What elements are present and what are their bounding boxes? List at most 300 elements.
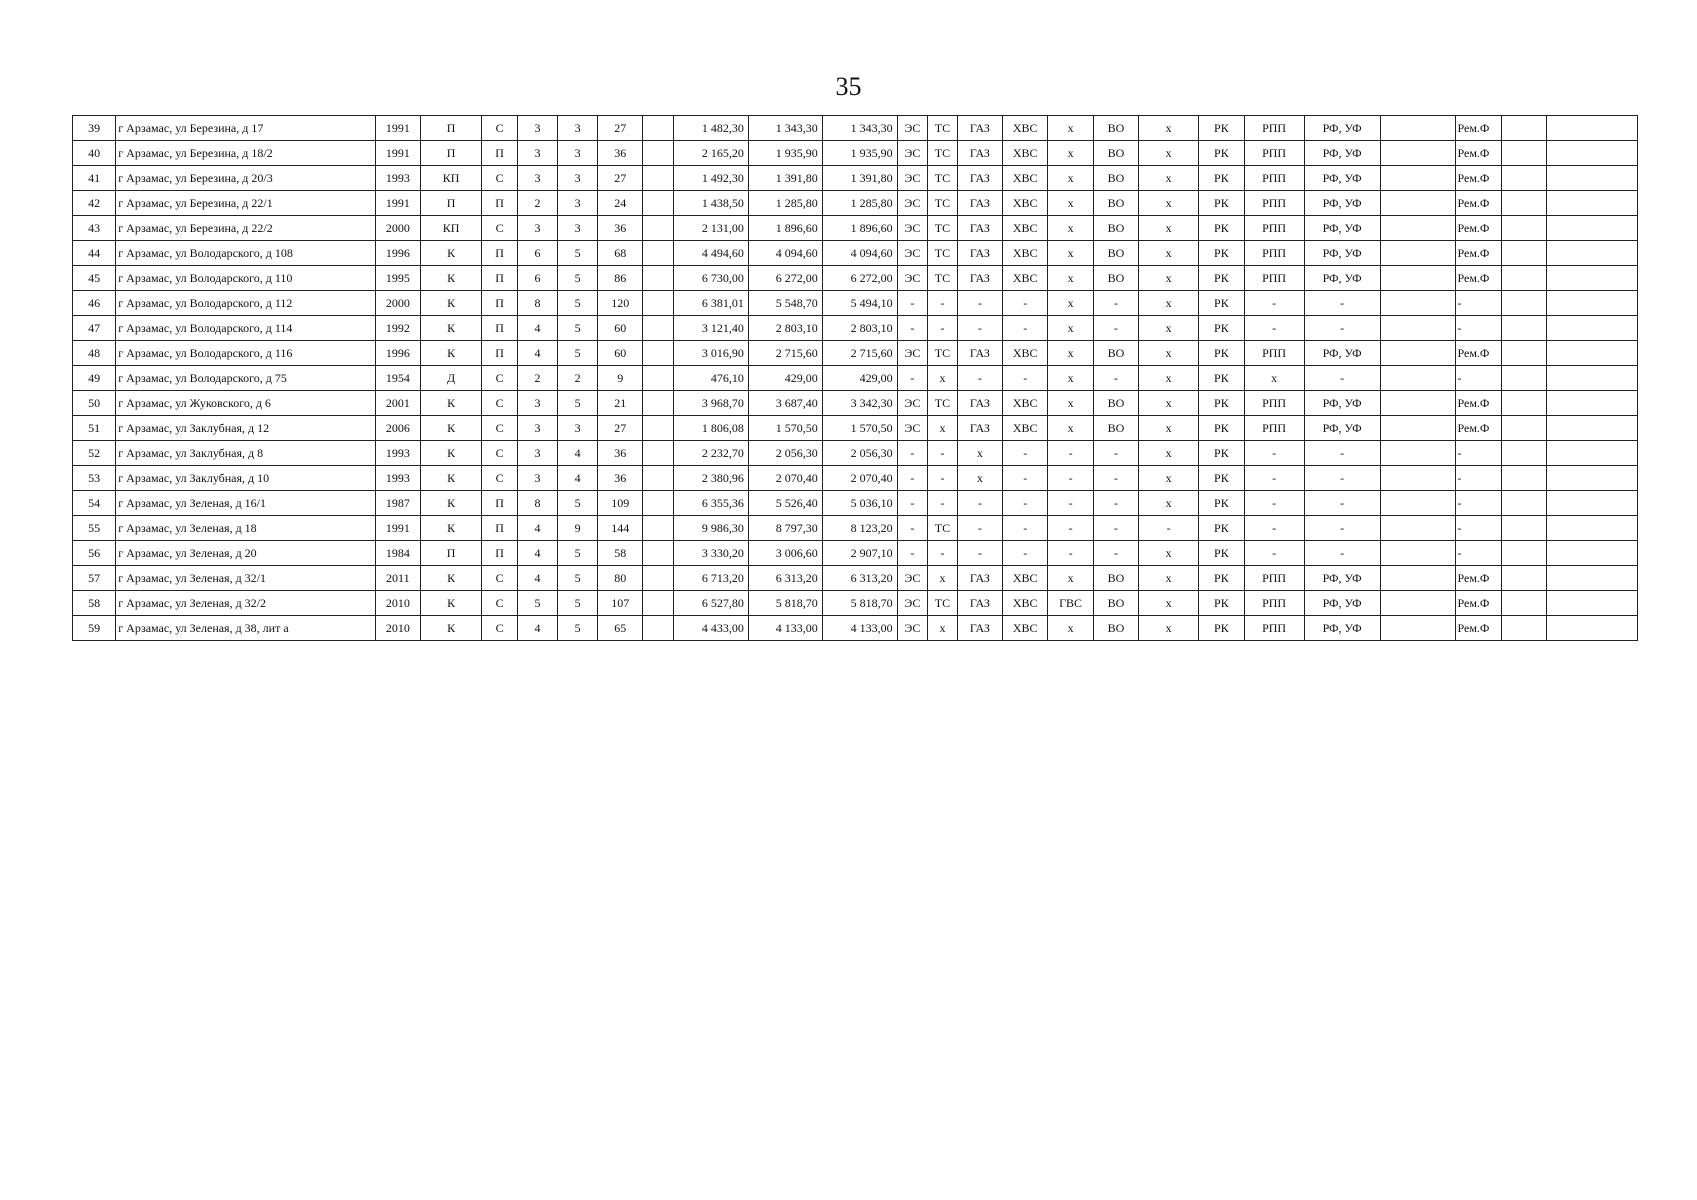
cell-reserved-4 [1547,216,1638,241]
cell-reserved-1 [643,141,674,166]
cell-reserved-2 [1380,216,1456,241]
cell-wall-material: К [421,616,482,641]
cell-reserved-1 [643,391,674,416]
cell-row-number: 49 [73,366,116,391]
cell-drainage: ВО [1093,391,1138,416]
cell-other-1: х [1139,141,1199,166]
cell-apartments-count: 60 [598,341,643,366]
cell-wall-material: П [421,541,482,566]
cell-reserved-3 [1501,116,1546,141]
cell-row-number: 39 [73,116,116,141]
cell-drainage: - [1093,541,1138,566]
cell-apartments-count: 68 [598,241,643,266]
cell-hot-water: - [1048,441,1093,466]
cell-wall-material: К [421,391,482,416]
cell-gas: ГАЗ [957,241,1002,266]
cell-apartments-count: 36 [598,466,643,491]
cell-living-area: 8 797,30 [748,516,822,541]
cell-category: П [482,516,518,541]
cell-address: г Арзамас, ул Березина, д 20/3 [116,166,375,191]
cell-drainage: ВО [1093,266,1138,291]
table-row [73,516,1638,541]
cell-gas: - [957,366,1002,391]
cell-reserved-3 [1501,141,1546,166]
cell-row-number: 41 [73,166,116,191]
cell-living-area: 6 313,20 [748,566,822,591]
cell-reserved-4 [1547,341,1638,366]
cell-reserved-3 [1501,591,1546,616]
cell-reserved-2 [1380,616,1456,641]
cell-gas: ГАЗ [957,141,1002,166]
cell-hot-water: х [1048,116,1093,141]
cell-year-built: 2006 [375,416,420,441]
cell-apartments-count: 65 [598,616,643,641]
cell-heating: - [928,491,958,516]
cell-gas: х [957,441,1002,466]
cell-foundation-repair: - [1304,516,1380,541]
cell-address: г Арзамас, ул Зеленая, д 18 [116,516,375,541]
cell-heating: х [928,416,958,441]
cell-living-area: 1 935,90 [748,141,822,166]
cell-repair-fund: Рем.Ф [1456,241,1501,266]
cell-address: г Арзамас, ул Зеленая, д 32/2 [116,591,375,616]
cell-reserved-4 [1547,616,1638,641]
cell-total-area: 6 527,80 [674,591,749,616]
cell-other-1: х [1139,491,1199,516]
cell-hot-water: х [1048,366,1093,391]
cell-hot-water: - [1048,541,1093,566]
table-row [73,216,1638,241]
cell-apartments-area: 6 272,00 [822,266,897,291]
cell-apartments-count: 24 [598,191,643,216]
cell-reserved-3 [1501,466,1546,491]
cell-entrances-count: 3 [558,191,598,216]
cell-repair-fund: Рем.Ф [1456,391,1501,416]
cell-reserved-3 [1501,341,1546,366]
cell-drainage: - [1093,466,1138,491]
cell-address: г Арзамас, ул Зеленая, д 20 [116,541,375,566]
cell-address: г Арзамас, ул Володарского, д 110 [116,266,375,291]
cell-entrances-count: 4 [558,466,598,491]
cell-floors-count: 3 [518,166,558,191]
cell-address: г Арзамас, ул Березина, д 22/2 [116,216,375,241]
cell-hot-water: х [1048,391,1093,416]
cell-entrances-count: 3 [558,216,598,241]
cell-gas: х [957,466,1002,491]
table-row [73,166,1638,191]
cell-drainage: ВО [1093,141,1138,166]
cell-address: г Арзамас, ул Зеленая, д 16/1 [116,491,375,516]
cell-reserved-1 [643,366,674,391]
cell-apartments-count: 86 [598,266,643,291]
cell-category: С [482,416,518,441]
cell-facade-repair: - [1244,516,1304,541]
cell-total-area: 476,10 [674,366,749,391]
cell-row-number: 43 [73,216,116,241]
cell-address: г Арзамас, ул Володарского, д 114 [116,316,375,341]
cell-foundation-repair: РФ, УФ [1304,191,1380,216]
cell-entrances-count: 3 [558,141,598,166]
cell-address: г Арзамас, ул Березина, д 18/2 [116,141,375,166]
cell-cold-water: ХВС [1003,141,1048,166]
cell-drainage: ВО [1093,616,1138,641]
cell-entrances-count: 5 [558,341,598,366]
cell-year-built: 1992 [375,316,420,341]
cell-row-number: 51 [73,416,116,441]
cell-roof-repair: РК [1199,491,1244,516]
cell-roof-repair: РК [1199,266,1244,291]
cell-hot-water: х [1048,341,1093,366]
cell-reserved-4 [1547,591,1638,616]
cell-entrances-count: 3 [558,166,598,191]
cell-reserved-4 [1547,416,1638,441]
cell-apartments-area: 2 070,40 [822,466,897,491]
cell-electricity: ЭС [897,191,928,216]
cell-reserved-3 [1501,316,1546,341]
cell-total-area: 3 330,20 [674,541,749,566]
cell-other-1: - [1139,516,1199,541]
cell-cold-water: ХВС [1003,616,1048,641]
cell-heating: - [928,441,958,466]
cell-reserved-1 [643,516,674,541]
cell-reserved-4 [1547,366,1638,391]
cell-category: С [482,466,518,491]
cell-heating: - [928,291,958,316]
cell-foundation-repair: РФ, УФ [1304,116,1380,141]
cell-apartments-area: 2 715,60 [822,341,897,366]
cell-address: г Арзамас, ул Заклубная, д 10 [116,466,375,491]
cell-facade-repair: - [1244,466,1304,491]
cell-living-area: 6 272,00 [748,266,822,291]
table-row [73,541,1638,566]
housing-register-table [72,115,1638,641]
cell-reserved-1 [643,216,674,241]
cell-year-built: 2011 [375,566,420,591]
cell-drainage: ВО [1093,241,1138,266]
cell-heating: ТС [928,266,958,291]
cell-facade-repair: РПП [1244,566,1304,591]
cell-drainage: - [1093,291,1138,316]
cell-cold-water: - [1003,316,1048,341]
cell-apartments-area: 6 313,20 [822,566,897,591]
cell-cold-water: ХВС [1003,191,1048,216]
cell-reserved-1 [643,266,674,291]
cell-reserved-4 [1547,566,1638,591]
cell-reserved-2 [1380,116,1456,141]
cell-repair-fund: Рем.Ф [1456,566,1501,591]
cell-apartments-count: 36 [598,441,643,466]
cell-address: г Арзамас, ул Жуковского, д 6 [116,391,375,416]
cell-reserved-4 [1547,391,1638,416]
table-row [73,291,1638,316]
cell-foundation-repair: РФ, УФ [1304,341,1380,366]
cell-category: П [482,316,518,341]
cell-wall-material: К [421,591,482,616]
cell-repair-fund: Рем.Ф [1456,141,1501,166]
cell-total-area: 2 380,96 [674,466,749,491]
cell-address: г Арзамас, ул Володарского, д 108 [116,241,375,266]
cell-category: С [482,166,518,191]
cell-total-area: 3 968,70 [674,391,749,416]
cell-roof-repair: РК [1199,566,1244,591]
cell-roof-repair: РК [1199,116,1244,141]
cell-hot-water: ГВС [1048,591,1093,616]
cell-floors-count: 4 [518,541,558,566]
cell-living-area: 5 818,70 [748,591,822,616]
cell-apartments-area: 2 803,10 [822,316,897,341]
cell-entrances-count: 5 [558,291,598,316]
cell-total-area: 3 016,90 [674,341,749,366]
cell-wall-material: К [421,291,482,316]
cell-reserved-3 [1501,541,1546,566]
cell-cold-water: ХВС [1003,416,1048,441]
cell-electricity: - [897,541,928,566]
cell-year-built: 1991 [375,141,420,166]
cell-living-area: 1 570,50 [748,416,822,441]
cell-living-area: 5 526,40 [748,491,822,516]
cell-facade-repair: РПП [1244,191,1304,216]
cell-entrances-count: 2 [558,366,598,391]
cell-reserved-3 [1501,166,1546,191]
cell-apartments-area: 3 342,30 [822,391,897,416]
cell-facade-repair: - [1244,441,1304,466]
cell-address: г Арзамас, ул Володарского, д 75 [116,366,375,391]
cell-facade-repair: РПП [1244,216,1304,241]
table-row [73,191,1638,216]
cell-total-area: 6 355,36 [674,491,749,516]
table-row [73,416,1638,441]
cell-gas: ГАЗ [957,216,1002,241]
cell-foundation-repair: - [1304,316,1380,341]
cell-year-built: 2010 [375,616,420,641]
cell-reserved-1 [643,166,674,191]
table-row [73,616,1638,641]
cell-gas: ГАЗ [957,616,1002,641]
cell-roof-repair: РК [1199,591,1244,616]
cell-hot-water: х [1048,241,1093,266]
cell-electricity: - [897,441,928,466]
cell-heating: - [928,316,958,341]
cell-electricity: - [897,466,928,491]
cell-roof-repair: РК [1199,316,1244,341]
cell-heating: х [928,616,958,641]
cell-reserved-3 [1501,241,1546,266]
cell-repair-fund: Рем.Ф [1456,616,1501,641]
cell-category: С [482,591,518,616]
cell-cold-water: ХВС [1003,166,1048,191]
cell-reserved-2 [1380,591,1456,616]
cell-apartments-area: 1 343,30 [822,116,897,141]
cell-entrances-count: 5 [558,241,598,266]
cell-foundation-repair: РФ, УФ [1304,216,1380,241]
cell-apartments-area: 2 056,30 [822,441,897,466]
cell-apartments-area: 4 133,00 [822,616,897,641]
cell-apartments-count: 60 [598,316,643,341]
cell-apartments-count: 109 [598,491,643,516]
cell-heating: х [928,566,958,591]
cell-reserved-1 [643,191,674,216]
cell-reserved-3 [1501,391,1546,416]
cell-facade-repair: РПП [1244,141,1304,166]
cell-floors-count: 2 [518,366,558,391]
cell-roof-repair: РК [1199,416,1244,441]
cell-reserved-1 [643,466,674,491]
cell-category: С [482,441,518,466]
cell-wall-material: КП [421,166,482,191]
cell-cold-water: ХВС [1003,116,1048,141]
cell-other-1: х [1139,266,1199,291]
cell-reserved-2 [1380,291,1456,316]
cell-living-area: 4 133,00 [748,616,822,641]
cell-foundation-repair: РФ, УФ [1304,416,1380,441]
cell-entrances-count: 5 [558,491,598,516]
cell-row-number: 42 [73,191,116,216]
cell-row-number: 55 [73,516,116,541]
cell-reserved-3 [1501,616,1546,641]
table-row [73,116,1638,141]
cell-repair-fund: - [1456,316,1501,341]
cell-living-area: 5 548,70 [748,291,822,316]
cell-category: П [482,341,518,366]
cell-cold-water: ХВС [1003,341,1048,366]
cell-floors-count: 2 [518,191,558,216]
cell-facade-repair: х [1244,366,1304,391]
cell-heating: ТС [928,191,958,216]
cell-drainage: ВО [1093,591,1138,616]
cell-row-number: 56 [73,541,116,566]
cell-reserved-3 [1501,516,1546,541]
cell-reserved-4 [1547,316,1638,341]
cell-total-area: 2 131,00 [674,216,749,241]
cell-heating: ТС [928,591,958,616]
cell-cold-water: ХВС [1003,391,1048,416]
cell-repair-fund: - [1456,366,1501,391]
cell-apartments-area: 1 285,80 [822,191,897,216]
cell-apartments-count: 21 [598,391,643,416]
cell-category: П [482,291,518,316]
cell-repair-fund: Рем.Ф [1456,266,1501,291]
cell-living-area: 2 056,30 [748,441,822,466]
cell-total-area: 6 381,01 [674,291,749,316]
cell-other-1: х [1139,441,1199,466]
cell-reserved-4 [1547,166,1638,191]
cell-gas: - [957,491,1002,516]
cell-reserved-3 [1501,566,1546,591]
cell-reserved-4 [1547,191,1638,216]
cell-electricity: ЭС [897,241,928,266]
cell-repair-fund: Рем.Ф [1456,591,1501,616]
cell-cold-water: - [1003,466,1048,491]
cell-entrances-count: 3 [558,416,598,441]
cell-floors-count: 3 [518,116,558,141]
cell-electricity: ЭС [897,166,928,191]
cell-other-1: х [1139,191,1199,216]
cell-floors-count: 4 [518,566,558,591]
cell-facade-repair: РПП [1244,341,1304,366]
cell-total-area: 2 165,20 [674,141,749,166]
cell-reserved-2 [1380,166,1456,191]
cell-reserved-4 [1547,141,1638,166]
cell-reserved-2 [1380,441,1456,466]
table-row [73,241,1638,266]
cell-cold-water: - [1003,441,1048,466]
cell-reserved-3 [1501,216,1546,241]
cell-entrances-count: 4 [558,441,598,466]
cell-apartments-count: 9 [598,366,643,391]
cell-year-built: 1991 [375,516,420,541]
cell-facade-repair: РПП [1244,391,1304,416]
cell-drainage: ВО [1093,566,1138,591]
cell-category: С [482,391,518,416]
cell-total-area: 6 730,00 [674,266,749,291]
cell-roof-repair: РК [1199,241,1244,266]
cell-reserved-1 [643,591,674,616]
cell-total-area: 6 713,20 [674,566,749,591]
cell-row-number: 59 [73,616,116,641]
cell-total-area: 4 494,60 [674,241,749,266]
cell-category: П [482,191,518,216]
cell-repair-fund: - [1456,491,1501,516]
cell-drainage: ВО [1093,116,1138,141]
cell-repair-fund: Рем.Ф [1456,216,1501,241]
cell-roof-repair: РК [1199,166,1244,191]
cell-reserved-4 [1547,241,1638,266]
cell-foundation-repair: - [1304,491,1380,516]
cell-hot-water: х [1048,616,1093,641]
cell-roof-repair: РК [1199,541,1244,566]
cell-living-area: 1 391,80 [748,166,822,191]
cell-living-area: 2 715,60 [748,341,822,366]
cell-wall-material: К [421,316,482,341]
cell-reserved-3 [1501,366,1546,391]
cell-roof-repair: РК [1199,216,1244,241]
cell-floors-count: 4 [518,616,558,641]
cell-total-area: 1 482,30 [674,116,749,141]
cell-row-number: 44 [73,241,116,266]
cell-gas: - [957,541,1002,566]
cell-living-area: 2 803,10 [748,316,822,341]
cell-reserved-4 [1547,466,1638,491]
cell-category: С [482,616,518,641]
table-row [73,466,1638,491]
cell-heating: ТС [928,216,958,241]
cell-heating: ТС [928,341,958,366]
cell-reserved-2 [1380,316,1456,341]
cell-drainage: ВО [1093,191,1138,216]
cell-reserved-4 [1547,291,1638,316]
cell-year-built: 1993 [375,466,420,491]
cell-floors-count: 3 [518,416,558,441]
cell-other-1: х [1139,316,1199,341]
cell-year-built: 1987 [375,491,420,516]
cell-gas: ГАЗ [957,341,1002,366]
cell-floors-count: 4 [518,341,558,366]
cell-apartments-count: 27 [598,416,643,441]
cell-foundation-repair: РФ, УФ [1304,241,1380,266]
cell-roof-repair: РК [1199,141,1244,166]
cell-reserved-3 [1501,491,1546,516]
cell-address: г Арзамас, ул Зеленая, д 38, лит а [116,616,375,641]
cell-heating: х [928,366,958,391]
cell-other-1: х [1139,591,1199,616]
cell-total-area: 9 986,30 [674,516,749,541]
cell-living-area: 429,00 [748,366,822,391]
cell-row-number: 57 [73,566,116,591]
cell-hot-water: х [1048,566,1093,591]
cell-living-area: 4 094,60 [748,241,822,266]
cell-wall-material: П [421,141,482,166]
table-row [73,316,1638,341]
